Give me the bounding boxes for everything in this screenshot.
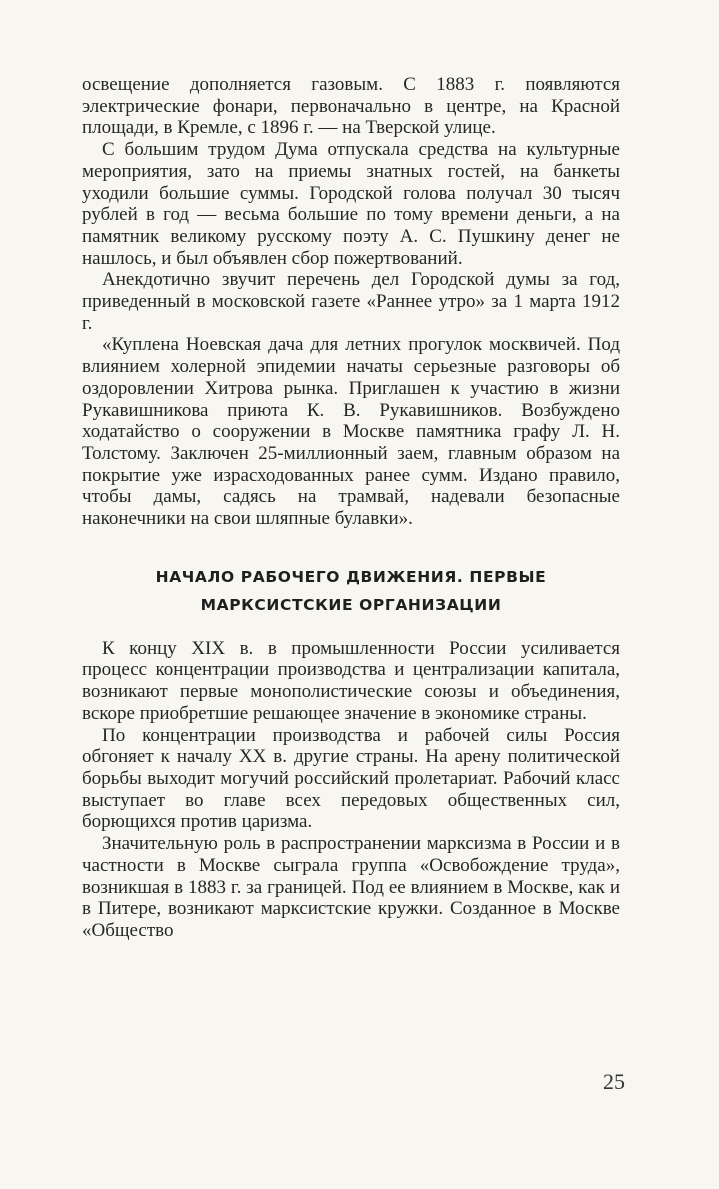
- quote-paragraph: «Куплена Ноевская дача для летних прогулок москвичей. Под влиянием холерной эпидемии начаты серьезные разговоры об оздоровлении Хитрова рынка. Приглашен к участию в жизни Рукавишникова приюта К. В. Рукавишников. Возбуждено ходатайство о сооружении в Москве памятника графу Л. Н. Толстому. Заключен 25-миллионный заем, главным образом на покрытие уже израсходованных ранее сумм. Издано правило, чтобы дамы, садясь на трамвай, надевали безопасные наконечники на свои шляпные булавки».: [82, 334, 620, 530]
- paragraph: С большим трудом Дума отпускала средства на культурные мероприятия, зато на приемы знатных гостей, на банкеты уходили большие суммы. Городской голова получал 30 тысяч рублей в год — весьма большие по тому времени деньги, а на памятник великому русскому поэту А. С. Пушкину денег не нашлось, и был объявлен сбор пожертвований.: [82, 139, 620, 269]
- page-body: [82, 74, 620, 942]
- paragraph: Значительную роль в распространении марксизма в России и в частности в Москве сыграла группа «Освобождение труда», возникшая в 1883 г. за границей. Под ее влиянием в Москве, как и в Питере, возникают марксистские кружки. Созданное в Москве «Общество: [82, 833, 620, 941]
- paragraph: освещение дополняется газовым. С 1883 г. появляются электрические фонари, первоначально в центре, на Красной площади, в Кремле, с 1896 г. — на Тверской улице.: [82, 74, 620, 139]
- section-heading-line: МАРКСИСТСКИЕ ОРГАНИЗАЦИИ: [200, 595, 502, 614]
- page-number: 25: [603, 1069, 625, 1094]
- section-heading: [82, 563, 620, 619]
- paragraph: К концу XIX в. в промышленности России усиливается процесс концентрации производства и централизации капитала, возникают первые монополистические союзы и объединения, вскоре приобретшие решающее значение в экономике страны.: [82, 637, 620, 724]
- paragraph: Анекдотично звучит перечень дел Городской думы за год, приведенный в московской газете «Раннее утро» за 1 марта 1912 г.: [82, 269, 620, 334]
- paragraph: По концентрации производства и рабочей силы Россия обгоняет к началу XX в. другие страны. На арену политической борьбы выходит могучий российский пролетариат. Рабочий класс выступает во главе всех передовых общественных сил, борющихся против царизма.: [82, 724, 620, 833]
- section-heading-line: НАЧАЛО РАБОЧЕГО ДВИЖЕНИЯ. ПЕРВЫЕ: [155, 567, 547, 586]
